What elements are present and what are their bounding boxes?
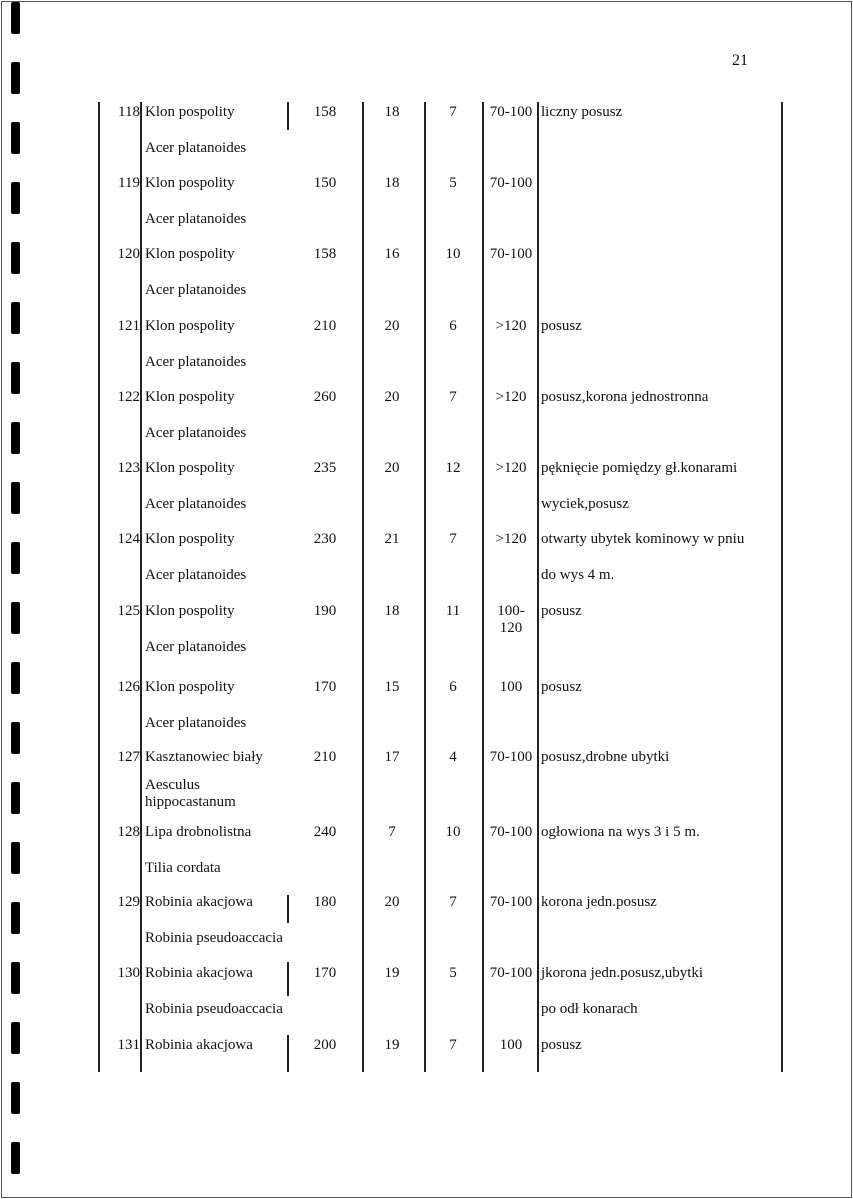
species-latin-name: Robinia pseudoaccacia bbox=[145, 1001, 283, 1017]
tree-number: 125 bbox=[117, 603, 140, 619]
trunk-girth: 170 bbox=[313, 965, 337, 981]
species-polish-name: Lipa drobnolistna bbox=[145, 824, 252, 840]
tree-height: 19 bbox=[384, 1037, 400, 1053]
trunk-girth: 230 bbox=[313, 531, 337, 547]
trunk-girth: 260 bbox=[313, 389, 337, 405]
table-row bbox=[0, 531, 853, 603]
tree-number: 124 bbox=[117, 531, 140, 547]
trunk-girth: 200 bbox=[313, 1037, 337, 1053]
binding-hole bbox=[11, 2, 20, 34]
condition-note-continued: do wys 4 m. bbox=[541, 567, 615, 583]
species-polish-name: Klon pospolity bbox=[145, 389, 235, 405]
tree-height: 16 bbox=[384, 246, 400, 262]
tree-height: 20 bbox=[384, 389, 400, 405]
species-polish-name: Klon pospolity bbox=[145, 104, 235, 120]
trunk-girth: 158 bbox=[313, 104, 337, 120]
tree-age: >120 bbox=[495, 389, 527, 405]
tree-height: 21 bbox=[384, 531, 400, 547]
condition-note: otwarty ubytek kominowy w pniu bbox=[541, 531, 745, 547]
tree-age: 70-100 bbox=[489, 894, 533, 910]
condition-note: liczny posusz bbox=[541, 104, 623, 120]
species-latin-name: Acer platanoides bbox=[145, 354, 247, 370]
trunk-girth: 180 bbox=[313, 894, 337, 910]
tree-height: 20 bbox=[384, 460, 400, 476]
tree-age: >120 bbox=[495, 531, 527, 547]
tree-number: 128 bbox=[117, 824, 140, 840]
species-polish-name: Klon pospolity bbox=[145, 679, 235, 695]
condition-note: posusz bbox=[541, 603, 582, 619]
tree-height: 19 bbox=[384, 965, 400, 981]
table-row bbox=[0, 389, 853, 461]
tree-age: 100- 120 bbox=[497, 603, 525, 636]
trunk-girth: 150 bbox=[313, 175, 337, 191]
tree-number: 118 bbox=[118, 104, 140, 120]
species-polish-name: Robinia akacjowa bbox=[145, 1037, 253, 1053]
trunk-girth: 210 bbox=[313, 749, 337, 765]
species-polish-name: Klon pospolity bbox=[145, 175, 235, 191]
tree-age: 100 bbox=[499, 1037, 523, 1053]
table-row bbox=[0, 679, 853, 751]
table-row bbox=[0, 824, 853, 896]
trunk-girth: 170 bbox=[313, 679, 337, 695]
species-latin-name: Tilia cordata bbox=[145, 860, 221, 876]
table-row bbox=[0, 318, 853, 390]
species-latin-name: Acer platanoides bbox=[145, 715, 247, 731]
crown-width: 11 bbox=[445, 603, 461, 619]
tree-age: 100 bbox=[499, 679, 523, 695]
condition-note: posusz bbox=[541, 1037, 582, 1053]
condition-note: posusz bbox=[541, 318, 582, 334]
species-latin-name: Acer platanoides bbox=[145, 282, 247, 298]
tree-number: 127 bbox=[117, 749, 140, 765]
tree-height: 15 bbox=[384, 679, 400, 695]
species-polish-name: Klon pospolity bbox=[145, 246, 235, 262]
tree-age: 70-100 bbox=[489, 104, 533, 120]
tree-height: 7 bbox=[388, 824, 396, 840]
species-polish-name: Robinia akacjowa bbox=[145, 894, 253, 910]
species-latin-name: Acer platanoides bbox=[145, 140, 247, 156]
table-row bbox=[0, 603, 853, 675]
crown-width: 10 bbox=[445, 824, 461, 840]
tree-number: 130 bbox=[117, 965, 140, 981]
table-row bbox=[0, 460, 853, 532]
table-row bbox=[0, 749, 853, 821]
tree-number: 121 bbox=[117, 318, 140, 334]
tree-age: 70-100 bbox=[489, 246, 533, 262]
trunk-girth: 158 bbox=[313, 246, 337, 262]
species-latin-name: Acer platanoides bbox=[145, 496, 247, 512]
condition-note: jkorona jedn.posusz,ubytki bbox=[541, 965, 704, 981]
condition-note: posusz,korona jednostronna bbox=[541, 389, 709, 405]
tree-number: 129 bbox=[117, 894, 140, 910]
tree-age: >120 bbox=[495, 318, 527, 334]
trunk-girth: 190 bbox=[313, 603, 337, 619]
crown-width: 5 bbox=[449, 965, 457, 981]
species-polish-name: Klon pospolity bbox=[145, 603, 235, 619]
condition-note: korona jedn.posusz bbox=[541, 894, 657, 910]
condition-note-continued: wyciek,posusz bbox=[541, 496, 629, 512]
binding-hole bbox=[11, 1142, 20, 1174]
crown-width: 6 bbox=[449, 318, 457, 334]
crown-width: 10 bbox=[445, 246, 461, 262]
condition-note: posusz bbox=[541, 679, 582, 695]
tree-number: 119 bbox=[118, 175, 140, 191]
crown-width: 4 bbox=[449, 749, 457, 765]
species-latin-name: Acer platanoides bbox=[145, 211, 247, 227]
species-polish-name: Klon pospolity bbox=[145, 531, 235, 547]
tree-height: 20 bbox=[384, 318, 400, 334]
trunk-girth: 235 bbox=[313, 460, 337, 476]
tree-height: 18 bbox=[384, 104, 400, 120]
tree-number: 126 bbox=[117, 679, 140, 695]
crown-width: 7 bbox=[449, 894, 457, 910]
species-latin-name: Acer platanoides bbox=[145, 425, 247, 441]
tree-age: 70-100 bbox=[489, 175, 533, 191]
tree-number: 131 bbox=[117, 1037, 140, 1053]
trunk-girth: 210 bbox=[313, 318, 337, 334]
tree-age: 70-100 bbox=[489, 965, 533, 981]
crown-width: 7 bbox=[449, 1037, 457, 1053]
tree-number: 123 bbox=[117, 460, 140, 476]
trunk-girth: 240 bbox=[313, 824, 337, 840]
species-latin-name: Acer platanoides bbox=[145, 567, 247, 583]
tree-number: 122 bbox=[117, 389, 140, 405]
species-latin-name: Robinia pseudoaccacia bbox=[145, 930, 283, 946]
crown-width: 7 bbox=[449, 531, 457, 547]
crown-width: 12 bbox=[445, 460, 461, 476]
species-polish-name: Kasztanowiec biały bbox=[145, 749, 263, 765]
tree-age: >120 bbox=[495, 460, 527, 476]
condition-note: pęknięcie pomiędzy gł.konarami bbox=[541, 460, 738, 476]
table-row bbox=[0, 1037, 853, 1109]
crown-width: 6 bbox=[449, 679, 457, 695]
species-latin-name: Acer platanoides bbox=[145, 639, 247, 655]
table-row bbox=[0, 104, 853, 176]
tree-number: 120 bbox=[117, 246, 140, 262]
species-latin-name: Aesculus hippocastanum bbox=[145, 777, 236, 810]
condition-note: posusz,drobne ubytki bbox=[541, 749, 670, 765]
condition-note-continued: po odł konarach bbox=[541, 1001, 638, 1017]
tree-height: 17 bbox=[384, 749, 400, 765]
crown-width: 5 bbox=[449, 175, 457, 191]
table-row bbox=[0, 965, 853, 1037]
tree-height: 18 bbox=[384, 603, 400, 619]
tree-age: 70-100 bbox=[489, 749, 533, 765]
table-row bbox=[0, 175, 853, 247]
crown-width: 7 bbox=[449, 389, 457, 405]
species-polish-name: Robinia akacjowa bbox=[145, 965, 253, 981]
page-number: 21 bbox=[732, 52, 748, 69]
table-row bbox=[0, 894, 853, 966]
tree-height: 20 bbox=[384, 894, 400, 910]
tree-age: 70-100 bbox=[489, 824, 533, 840]
species-polish-name: Klon pospolity bbox=[145, 460, 235, 476]
table-row bbox=[0, 246, 853, 318]
binding-hole bbox=[11, 62, 20, 94]
crown-width: 7 bbox=[449, 104, 457, 120]
species-polish-name: Klon pospolity bbox=[145, 318, 235, 334]
condition-note: ogłowiona na wys 3 i 5 m. bbox=[541, 824, 700, 840]
tree-height: 18 bbox=[384, 175, 400, 191]
